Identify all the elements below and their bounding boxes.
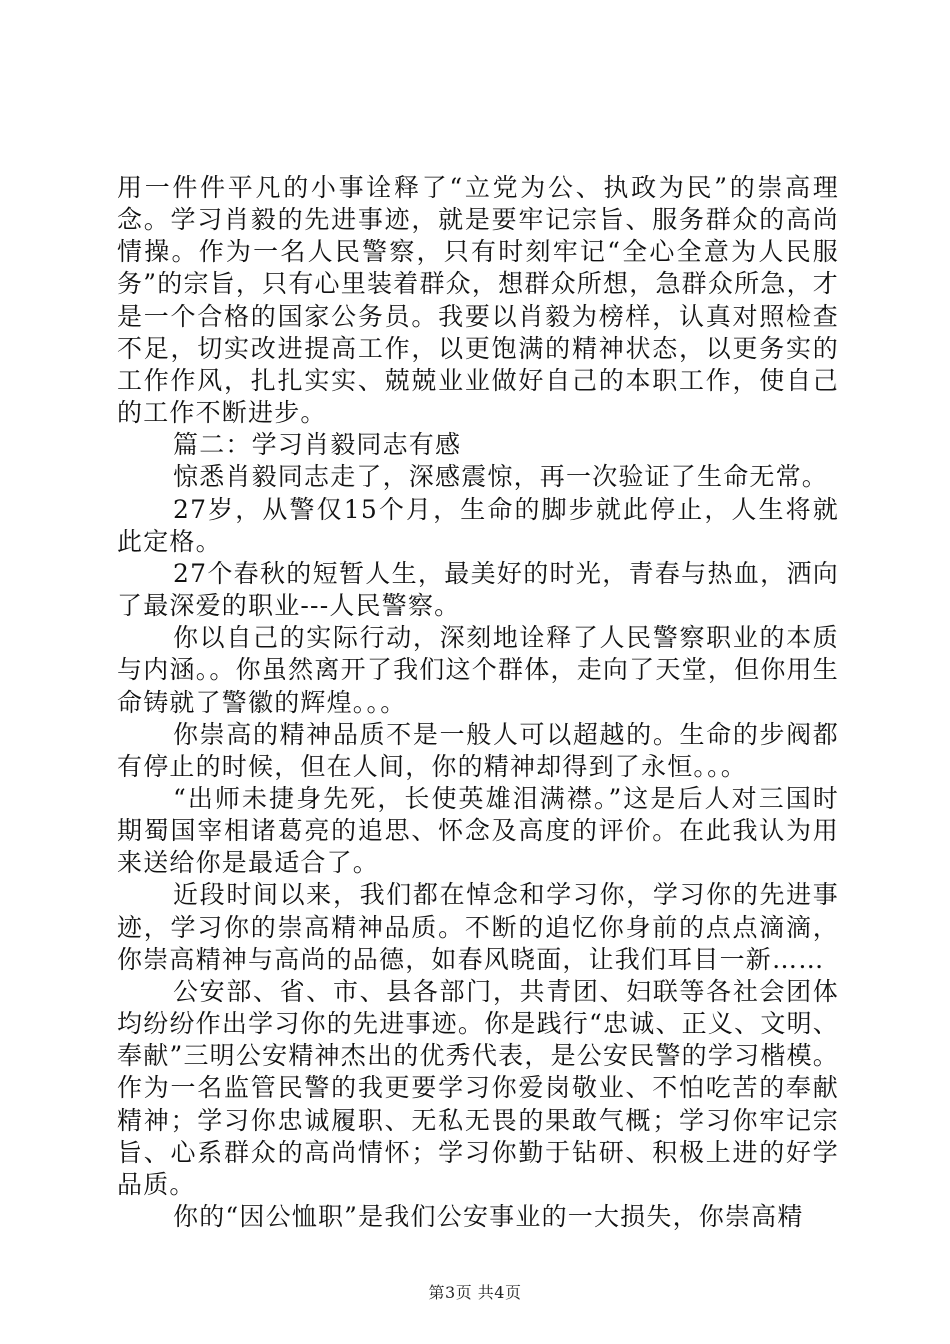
paragraph: 你崇高的精神品质不是一般人可以超越的。生命的步阀都有停止的时候，但在人间，你的精神却得到了永恒。。。 xyxy=(117,719,839,781)
section-heading: 篇二：学习肖毅同志有感 xyxy=(173,430,462,460)
paragraph: 你以自己的实际行动，深刻地诠释了人民警察职业的本质与内涵。。你虽然离开了我们这个群体，走向了天堂，但你用生命铸就了警徽的辉煌。。。 xyxy=(117,623,839,717)
paragraph: 近段时间以来，我们都在悼念和学习你，学习你的先进事迹，学习你的崇高精神品质。不断的追忆你身前的点点滴滴，你崇高精神与高尚的品德，如春风晓面，让我们耳目一新…… xyxy=(117,880,839,974)
document-body xyxy=(117,172,839,1233)
paragraph: 你的“因公恤职”是我们公安事业的一大损失，你崇高精 xyxy=(173,1202,804,1231)
paragraph: 27岁，从警仅15个月，生命的脚步就此停止，人生将就此定格。 xyxy=(117,494,839,556)
paragraph: 公安部、省、市、县各部门，共青团、妇联等各社会团体均纷纷作出学习你的先进事迹。你是践行“忠诚、正义、文明、奉献”三明公安精神杰出的优秀代表，是公安民警的学习楷模。作为一名监管民警的我更要学习你爱岗敬业、不怕吃苦的奉献精神；学习你忠诚履职、无私无畏的果敢气概；学习你牢记宗旨、心系群众的高尚情怀；学习你勤于钻研、积极上进的好学品质。 xyxy=(117,976,839,1199)
paragraph: 27个春秋的短暂人生，最美好的时光，青春与热血，洒向了最深爱的职业---人民警察。 xyxy=(117,558,839,621)
paragraph-quote: “出师未捷身先死，长使英雄泪满襟。”这是后人对三国时期蜀国宰相诸葛亮的追思、怀念及高度的评价。在此我认为用来送给你是最适合了。 xyxy=(117,783,839,878)
paragraph-continuation: 用一件件平凡的小事诠释了“立党为公、执政为民”的崇高理念。学习肖毅的先进事迹，就是要牢记宗旨、服务群众的高尚情操。作为一名人民警察，只有时刻牢记“全心全意为人民服务”的宗旨，只有心里装着群众，想群众所想，急群众所急，才是一个合格的国家公务员。我要以肖毅为榜样，认真对照检查不足，切实改进提高工作，以更饱满的精神状态，以更务实的工作作风，扎扎实实、兢兢业业做好自己的本职工作，使自己的工作不断进步。 xyxy=(117,173,839,428)
page-number-footer: 第3页 共4页 xyxy=(428,1283,522,1302)
paragraph: 惊悉肖毅同志走了，深感震惊，再一次验证了生命无常。 xyxy=(173,462,829,492)
